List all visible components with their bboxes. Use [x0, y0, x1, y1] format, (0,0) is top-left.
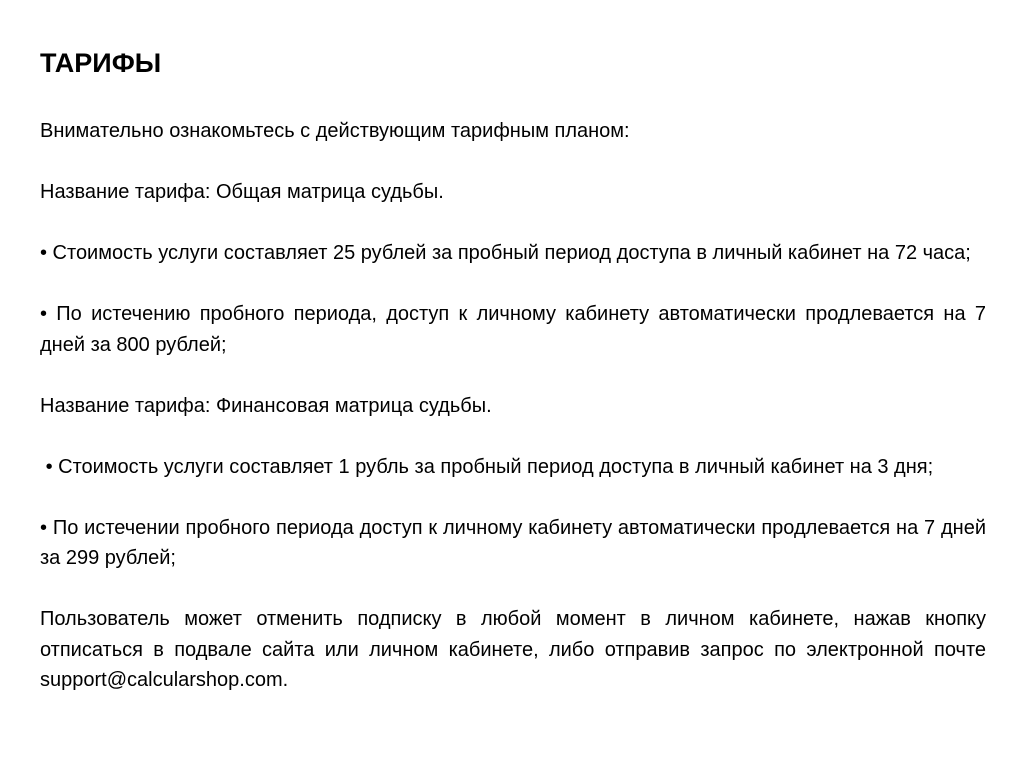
intro-text: Внимательно ознакомьтесь с действующим тарифным планом: — [40, 120, 630, 142]
tariff-name-1: Название тарифа: Общая матрица судьбы. — [40, 181, 444, 203]
page-title: ТАРИФЫ — [40, 48, 162, 78]
cancellation-text: Пользователь может отменить подписку в любой момент в личном кабинете, нажав кнопку отписаться в подвале сайта или личном кабинете, либо отправив запрос по электронной почте support@calcularshop.com. — [40, 608, 986, 691]
tariff-1-bullet-1: • Стоимость услуги составляет 25 рублей за пробный период доступа в личный кабинет на 72 часа; — [40, 242, 971, 264]
tariff-2-bullet-1: • Стоимость услуги составляет 1 рубль за пробный период доступа в личный кабинет на 3 дня; — [40, 455, 934, 478]
tariff-2-bullet-2: • По истечении пробного периода доступ к личному кабинету автоматически продлевается на 7 дней за 299 рублей; — [40, 516, 986, 569]
tariff-name-2: Название тарифа: Финансовая матрица судьбы. — [40, 394, 492, 417]
tariff-1-bullet-2: • По истечению пробного периода, доступ к личному кабинету автоматически продлевается на 7 дней за 800 рублей; — [40, 303, 986, 356]
